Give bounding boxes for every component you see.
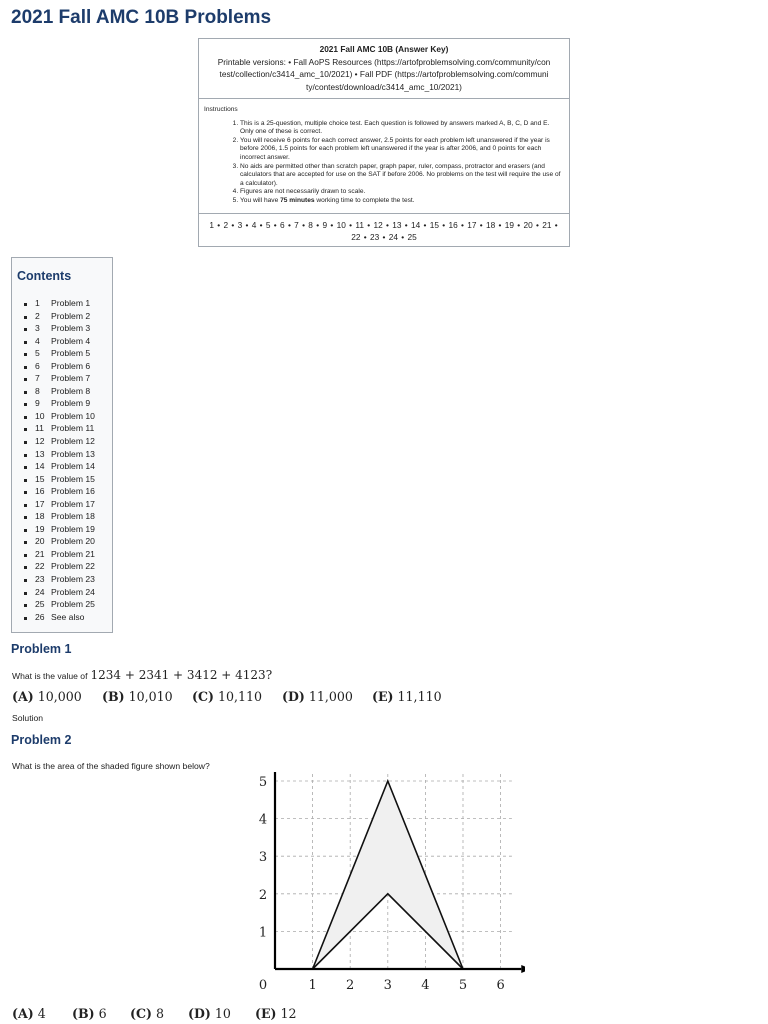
choice-value: 10,110 bbox=[213, 689, 263, 704]
problem-nav-link[interactable]: 12 bbox=[373, 219, 383, 230]
nav-separator: • bbox=[514, 219, 523, 230]
problem-1-expression: 1234 + 2341 + 3412 + 4123? bbox=[90, 668, 273, 682]
toc-item[interactable] bbox=[35, 448, 112, 461]
answer-choice bbox=[255, 1006, 297, 1021]
nav-separator: • bbox=[439, 219, 448, 230]
instruction-item bbox=[240, 197, 564, 206]
toc-item-number: 11 bbox=[35, 423, 44, 434]
toc-item-number: 17 bbox=[35, 498, 45, 509]
choice-letter: (E) bbox=[372, 689, 394, 704]
problem-nav-link[interactable]: 7 bbox=[294, 219, 299, 230]
choice-value: 11,110 bbox=[393, 689, 442, 704]
toc-item[interactable] bbox=[35, 586, 112, 599]
toc-item-label: Problem 15 bbox=[51, 473, 95, 484]
problem-nav-link[interactable]: 9 bbox=[322, 219, 328, 230]
x-tick-label: 4 bbox=[421, 978, 430, 993]
nav-separator: • bbox=[299, 219, 308, 230]
toc-item-label: Problem 10 bbox=[51, 410, 95, 421]
header-top bbox=[199, 39, 569, 99]
nav-separator: • bbox=[271, 219, 280, 230]
choice-letter: (B) bbox=[72, 1006, 95, 1021]
toc-item-number: 6 bbox=[35, 360, 40, 371]
toc-item-number: 18 bbox=[35, 511, 45, 522]
toc-title: Contents bbox=[17, 269, 72, 283]
problem-nav-link[interactable]: 18 bbox=[485, 219, 496, 230]
choice-value: 10,010 bbox=[124, 689, 173, 704]
x-tick-label: 5 bbox=[458, 978, 468, 993]
toc-item[interactable] bbox=[35, 322, 112, 335]
instruction-item: 4. Figures are not necessarily drawn to scale. bbox=[240, 188, 564, 197]
choice-value: 10 bbox=[210, 1006, 231, 1021]
toc-item-label: Problem 20 bbox=[51, 536, 95, 547]
table-of-contents bbox=[11, 257, 113, 633]
instruction-5-time: 75 minutes bbox=[280, 196, 315, 204]
toc-item-number: 20 bbox=[35, 536, 45, 547]
problem-1-question bbox=[12, 668, 272, 682]
toc-item-number: 4 bbox=[35, 335, 40, 346]
choice-letter: (C) bbox=[192, 689, 214, 704]
choice-letter: (B) bbox=[102, 689, 125, 704]
problem-nav-link[interactable]: 20 bbox=[523, 219, 533, 230]
choice-letter: (A) bbox=[12, 689, 34, 704]
toc-item[interactable] bbox=[35, 598, 112, 611]
nav-separator: • bbox=[285, 219, 294, 230]
choice-value: 8 bbox=[151, 1006, 164, 1021]
problem-nav-link[interactable]: 4 bbox=[251, 219, 257, 230]
x-tick-label: 6 bbox=[496, 978, 505, 993]
toc-item-label: Problem 5 bbox=[51, 348, 91, 359]
toc-item-number: 26 bbox=[35, 611, 45, 622]
x-tick-label: 1 bbox=[308, 978, 317, 993]
nav-separator: • bbox=[458, 219, 467, 230]
problem-1-question-text: What is the value of bbox=[12, 671, 88, 681]
nav-separator: • bbox=[364, 219, 373, 230]
toc-item-label: Problem 22 bbox=[51, 561, 95, 572]
nav-separator: • bbox=[243, 219, 251, 230]
toc-item-label: Problem 9 bbox=[51, 398, 91, 409]
shaded-region bbox=[313, 781, 463, 969]
x-tick-label: 3 bbox=[383, 978, 392, 993]
answer-choice bbox=[12, 1006, 46, 1021]
instruction-5-prefix: You will have bbox=[240, 196, 281, 204]
problem-nav-link[interactable]: 17 bbox=[467, 219, 477, 230]
toc-item[interactable] bbox=[35, 611, 112, 624]
choice-letter: (C) bbox=[130, 1006, 152, 1021]
answer-choice bbox=[282, 689, 353, 704]
toc-item-label: Problem 8 bbox=[51, 385, 91, 396]
toc-item[interactable] bbox=[35, 335, 112, 348]
nav-separator: • bbox=[328, 219, 336, 230]
answer-choice bbox=[12, 689, 82, 704]
toc-item[interactable] bbox=[35, 560, 112, 573]
toc-item[interactable] bbox=[35, 523, 112, 536]
toc-item-number: 21 bbox=[35, 548, 45, 559]
instructions-list bbox=[204, 120, 564, 206]
toc-item-number: 3 bbox=[35, 323, 40, 334]
problem-nav-link[interactable]: 10 bbox=[336, 219, 346, 230]
toc-item[interactable] bbox=[35, 372, 112, 385]
instructions-label: Instructions bbox=[204, 106, 238, 113]
toc-item-label: Problem 14 bbox=[51, 461, 95, 472]
instruction-item: 3. No aids are permitted other than scratch paper, graph paper, ruler, compass, protractor and erasers (and calculators that are accepted for use on the SAT if before 2006. No problems on the test will require the use of a calculator). bbox=[240, 163, 564, 189]
toc-item-number: 19 bbox=[35, 523, 45, 534]
problem-nav-link[interactable]: 5 bbox=[265, 219, 271, 230]
toc-item-number: 8 bbox=[35, 385, 40, 396]
toc-item-label: Problem 24 bbox=[51, 586, 95, 597]
problem-nav-link[interactable]: 1 bbox=[209, 219, 214, 230]
toc-item-label: Problem 12 bbox=[51, 436, 95, 447]
instruction-5-suffix: working time to complete the test. bbox=[314, 196, 415, 204]
toc-item[interactable] bbox=[35, 460, 112, 473]
instruction-item: 1. This is a 25-question, multiple choice test. Each question is followed by answers marked A, B, C, D and E. Only one of these is correct. bbox=[240, 120, 564, 137]
toc-item[interactable] bbox=[35, 360, 112, 373]
toc-item-label: Problem 11 bbox=[51, 423, 95, 434]
toc-item[interactable] bbox=[35, 297, 112, 310]
toc-item-number: 10 bbox=[35, 410, 45, 421]
toc-item-label: See also bbox=[51, 611, 85, 622]
problem-2-figure bbox=[245, 772, 525, 994]
nav-separator: • bbox=[477, 219, 485, 230]
toc-item-label: Problem 13 bbox=[51, 448, 95, 459]
toc-item-number: 14 bbox=[35, 461, 45, 472]
problem-nav-link[interactable]: 14 bbox=[410, 219, 421, 230]
answer-choice bbox=[372, 689, 442, 704]
choice-value: 4 bbox=[33, 1006, 46, 1021]
x-tick-label: 2 bbox=[346, 978, 355, 993]
choice-letter: (D) bbox=[282, 689, 305, 704]
toc-item-number: 24 bbox=[35, 586, 45, 597]
toc-item-label: Problem 2 bbox=[51, 310, 91, 321]
toc-item-number: 2 bbox=[35, 310, 40, 321]
toc-item-label: Problem 25 bbox=[51, 599, 95, 610]
nav-separator: • bbox=[552, 219, 558, 230]
toc-item[interactable] bbox=[35, 473, 112, 486]
problem-number-nav bbox=[199, 214, 569, 246]
toc-item[interactable] bbox=[35, 347, 112, 360]
nav-separator: • bbox=[383, 219, 392, 230]
toc-item[interactable] bbox=[35, 498, 112, 511]
origin-label: 0 bbox=[258, 978, 268, 993]
choice-value: 11,000 bbox=[304, 689, 353, 704]
toc-item-label: Problem 6 bbox=[51, 360, 91, 371]
choice-value: 12 bbox=[276, 1006, 297, 1021]
problem-nav-link[interactable]: 3 bbox=[237, 219, 243, 230]
contest-header-box bbox=[198, 38, 570, 247]
nav-separator: • bbox=[402, 219, 410, 230]
printable-versions-line-3: ty/contest/download/c3414_amc_10/2021) bbox=[306, 81, 462, 92]
choice-value: 10,000 bbox=[33, 689, 82, 704]
toc-item[interactable] bbox=[35, 535, 112, 548]
toc-item-label: Problem 21 bbox=[51, 548, 95, 559]
problem-nav-link[interactable]: 16 bbox=[448, 219, 458, 230]
x-axis-arrow-icon bbox=[521, 965, 525, 973]
answer-key-link[interactable]: Answer Key bbox=[398, 44, 446, 54]
contest-title: 2021 Fall AMC 10B bbox=[319, 44, 394, 54]
nav-separator: • bbox=[361, 231, 369, 242]
toc-item-label: Problem 23 bbox=[51, 574, 95, 585]
problem-nav-link[interactable]: 19 bbox=[504, 219, 514, 230]
problem-nav-link[interactable]: 6 bbox=[280, 219, 285, 230]
toc-item-number: 16 bbox=[35, 486, 45, 497]
toc-item[interactable] bbox=[35, 485, 112, 498]
toc-item-number: 1 bbox=[35, 298, 40, 308]
toc-item-label: Problem 4 bbox=[51, 335, 91, 346]
problem-nav-link[interactable]: 21 bbox=[542, 219, 552, 230]
toc-item-number: 13 bbox=[35, 448, 45, 459]
problem-nav-link[interactable]: 11 bbox=[355, 219, 364, 230]
toc-list bbox=[12, 297, 112, 623]
answer-choice bbox=[130, 1006, 164, 1021]
choice-letter: (A) bbox=[12, 1006, 34, 1021]
problem-nav-link[interactable]: 24 bbox=[388, 231, 398, 242]
problem-nav-link[interactable]: 25 bbox=[407, 231, 417, 242]
toc-item[interactable] bbox=[35, 422, 112, 435]
problem-1-solution-link[interactable]: Solution bbox=[12, 713, 44, 723]
toc-item-label: Problem 3 bbox=[51, 323, 91, 334]
toc-item[interactable] bbox=[35, 410, 112, 423]
toc-item-label: Problem 16 bbox=[51, 486, 95, 497]
y-tick-label: 3 bbox=[258, 850, 268, 866]
toc-item-label: Problem 19 bbox=[51, 523, 95, 534]
choice-letter: (E) bbox=[255, 1006, 277, 1021]
nav-separator: • bbox=[229, 219, 237, 230]
toc-item[interactable] bbox=[35, 573, 112, 586]
problem-1-heading: Problem 1 bbox=[11, 642, 72, 656]
toc-item-number: 7 bbox=[35, 373, 40, 384]
nav-separator: • bbox=[346, 219, 355, 230]
toc-item-number: 12 bbox=[35, 436, 45, 447]
problem-nav-link[interactable]: 2 bbox=[223, 219, 229, 230]
printable-versions-line-1: Printable versions: • Fall AoPS Resources (https://artofproblemsolving.com/community/con bbox=[217, 56, 551, 67]
problem-2-question: What is the area of the shaded figure shown below? bbox=[12, 761, 210, 771]
y-tick-label: 5 bbox=[258, 775, 268, 790]
toc-item-label: Problem 7 bbox=[51, 373, 91, 384]
toc-item-number: 23 bbox=[35, 574, 45, 585]
nav-separator: • bbox=[313, 219, 322, 230]
y-tick-label: 1 bbox=[258, 925, 268, 941]
problem-nav-link[interactable]: 22 bbox=[351, 231, 361, 242]
y-tick-label: 4 bbox=[258, 812, 268, 828]
nav-separator: • bbox=[214, 219, 223, 230]
instructions-section bbox=[199, 99, 569, 214]
nav-separator: • bbox=[421, 219, 429, 230]
answer-choice bbox=[72, 1006, 107, 1021]
toc-item-number: 5 bbox=[35, 348, 40, 359]
toc-item[interactable] bbox=[35, 310, 112, 323]
toc-item[interactable] bbox=[35, 510, 112, 523]
problem-nav-link[interactable]: 15 bbox=[429, 219, 439, 230]
nav-separator: • bbox=[257, 219, 265, 230]
problem-nav-link[interactable]: 23 bbox=[370, 231, 380, 242]
nav-separator: • bbox=[533, 219, 542, 230]
answer-choice bbox=[192, 689, 262, 704]
toc-item-number: 22 bbox=[35, 561, 45, 572]
nav-separator: • bbox=[398, 231, 407, 242]
nav-separator: • bbox=[380, 231, 388, 242]
answer-choice bbox=[188, 1006, 231, 1021]
toc-item-label: Problem 1 bbox=[51, 298, 91, 308]
contest-title-line: 2021 Fall AMC 10B (Answer Key) bbox=[319, 44, 449, 54]
toc-item-number: 15 bbox=[35, 473, 45, 484]
toc-item-label: Problem 17 bbox=[51, 498, 95, 509]
printable-versions-line-2: test/collection/c3414_amc_10/2021) • Fall PDF (https://artofproblemsolving.com/communi bbox=[219, 69, 549, 79]
toc-item-label: Problem 18 bbox=[51, 511, 95, 522]
problem-2-heading: Problem 2 bbox=[11, 733, 72, 747]
toc-item[interactable] bbox=[35, 435, 112, 448]
toc-item-number: 25 bbox=[35, 599, 45, 610]
toc-item[interactable] bbox=[35, 548, 112, 561]
toc-item-number: 9 bbox=[35, 398, 40, 409]
choice-letter: (D) bbox=[188, 1006, 211, 1021]
problem-nav-link[interactable]: 8 bbox=[308, 219, 313, 230]
choice-value: 6 bbox=[94, 1006, 107, 1021]
toc-item[interactable] bbox=[35, 385, 112, 398]
toc-item[interactable] bbox=[35, 397, 112, 410]
y-tick-label: 2 bbox=[258, 887, 268, 903]
instruction-item: 2. You will receive 6 points for each correct answer, 2.5 points for each problem left unanswered if the year is before 2006, 1.5 points for each problem left unanswered if the year is after 2006, and 0 points for each incorrect answer. bbox=[240, 137, 564, 163]
answer-choice bbox=[102, 689, 173, 704]
page-title: 2021 Fall AMC 10B Problems bbox=[11, 7, 272, 28]
nav-separator: • bbox=[496, 219, 504, 230]
problem-nav-link[interactable]: 13 bbox=[392, 219, 402, 230]
